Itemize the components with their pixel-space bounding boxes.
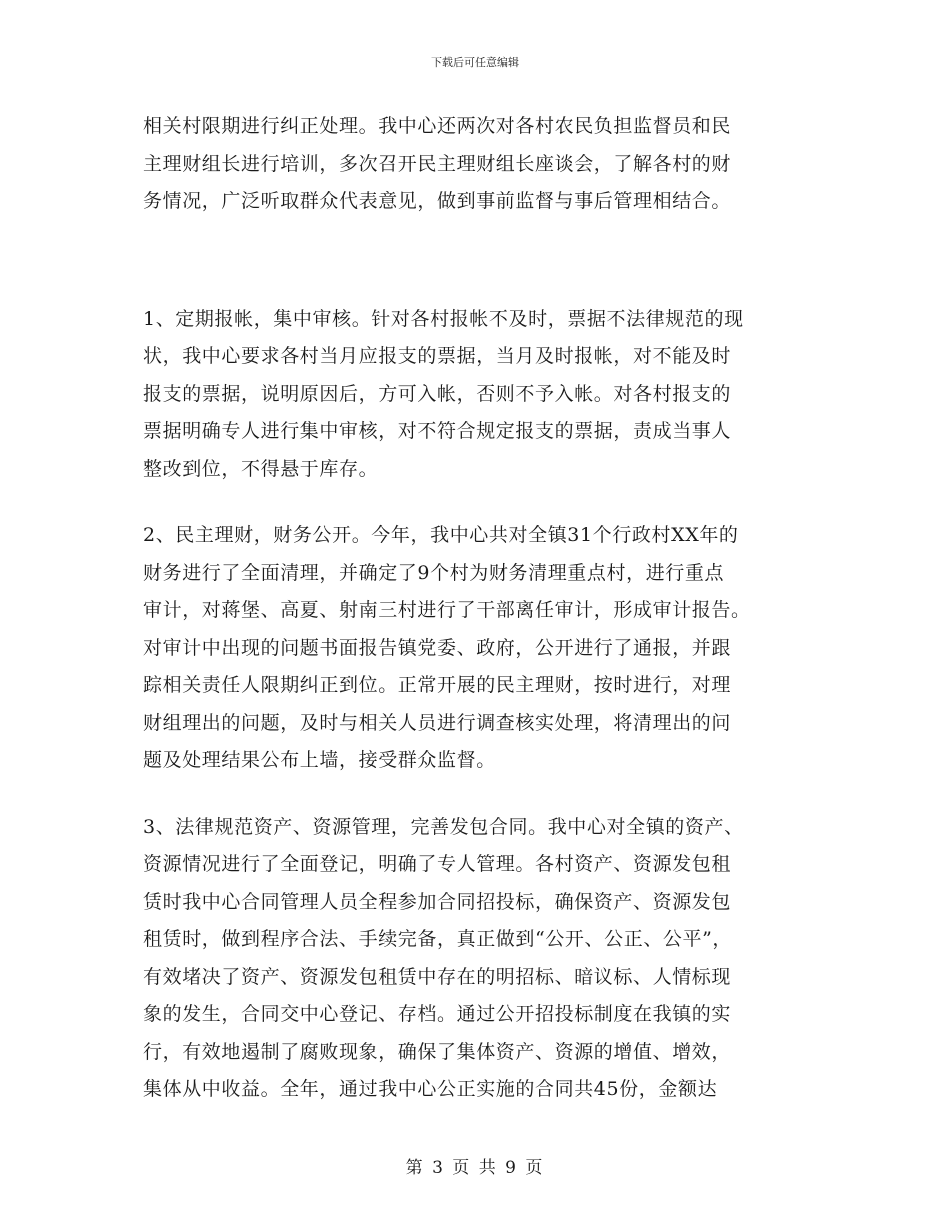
paragraph-item-3 bbox=[143, 809, 811, 1109]
document-body bbox=[143, 108, 811, 1109]
text-line: 状，我中心要求各村当月应报支的票据，当月及时报帐，对不能及时 bbox=[143, 345, 732, 367]
page-header: 下载后可任意编辑 bbox=[431, 56, 519, 69]
text-line: 相关村限期进行纠正处理。我中心还两次对各村农民负担监督员和民 bbox=[143, 115, 732, 137]
text-line: 财组理出的问题，及时与相关人员进行调查核实处理，将清理出的问 bbox=[143, 711, 732, 734]
text-line: 审计，对蒋堡、高夏、射南三村进行了干部离任审计，形成审计报告。 bbox=[143, 599, 751, 621]
text-line: 主理财组长进行培训，多次召开民主理财组长座谈会，了解各村的财 bbox=[143, 152, 732, 175]
text-line: 租赁时，做到程序合法、手续完备，真正做到“公开、公正、公平”， bbox=[143, 928, 733, 950]
text-line: 报支的票据，说明原因后，方可入帐，否则不予入帐。对各村报支的 bbox=[143, 382, 732, 405]
paragraph-intro bbox=[143, 108, 811, 221]
text-line: 1、定期报帐，集中审核。针对各村报帐不及时，票据不法律规范的现 bbox=[143, 307, 744, 330]
text-line: 踪相关责任人限期纠正到位。正常开展的民主理财，按时进行，对理 bbox=[143, 674, 732, 696]
text-line: 财务进行了全面清理，并确定了9个村为财务清理重点村，进行重点 bbox=[143, 561, 725, 584]
paragraph-item-2 bbox=[143, 517, 811, 780]
text-line: 象的发生，合同交中心登记、存档。通过公开招投标制度在我镇的实 bbox=[143, 1003, 732, 1025]
text-line: 行，有效地遏制了腐败现象，确保了集体资产、资源的增值、增效， bbox=[143, 1040, 732, 1063]
page-footer-page-number: 第 3 页 共 9 页 bbox=[405, 1158, 545, 1178]
text-line: 资源情况进行了全面登记，明确了专人管理。各村资产、资源发包租 bbox=[143, 853, 732, 875]
text-line: 对审计中出现的问题书面报告镇党委、政府，公开进行了通报，并跟 bbox=[143, 636, 732, 659]
text-line: 题及处理结果公布上墙，接受群众监督。 bbox=[143, 749, 496, 771]
paragraph-item-1 bbox=[143, 301, 811, 489]
text-line: 有效堵决了资产、资源发包租赁中存在的明招标、暗议标、人情标现 bbox=[143, 965, 732, 988]
text-line: 票据明确专人进行集中审核，对不符合规定报支的票据，责成当事人 bbox=[143, 420, 732, 442]
text-line: 赁时我中心合同管理人员全程参加合同招投标，确保资产、资源发包 bbox=[143, 890, 732, 913]
text-line: 集体从中收益。全年，通过我中心公正实施的合同共45份，金额达 bbox=[143, 1078, 718, 1100]
text-line: 整改到位，不得悬于库存。 bbox=[143, 457, 379, 480]
text-line: 务情况，广泛听取群众代表意见，做到事前监督与事后管理相结合。 bbox=[143, 190, 732, 212]
text-line: 2、民主理财，财务公开。今年，我中心共对全镇31个行政村XX年的 bbox=[143, 524, 739, 546]
text-line: 3、法律规范资产、资源管理，完善发包合同。我中心对全镇的资产、 bbox=[143, 815, 744, 838]
